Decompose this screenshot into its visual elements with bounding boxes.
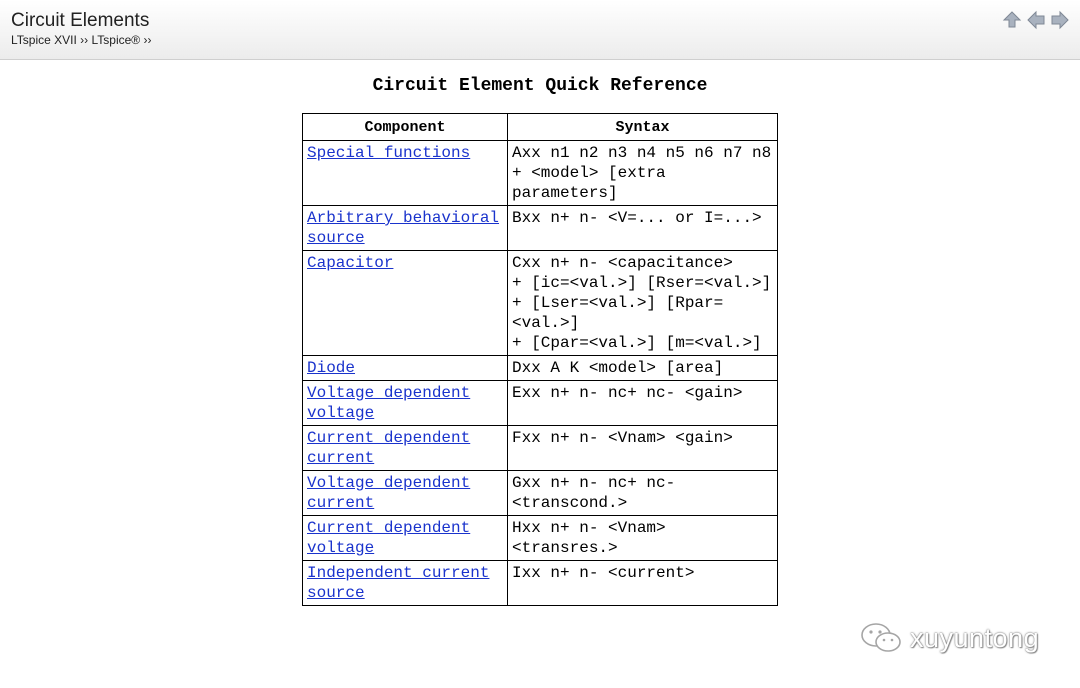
up-icon[interactable] — [1002, 10, 1022, 30]
table-row — [303, 141, 778, 206]
wechat-icon — [860, 621, 902, 655]
header-bar — [0, 0, 1080, 60]
syntax-line: Bxx n+ n- <V=... or I=...> — [512, 209, 762, 227]
column-header-component: Component — [303, 114, 508, 141]
component-cell — [303, 381, 508, 426]
syntax-cell — [508, 516, 778, 561]
syntax-line: Gxx n+ n- nc+ nc- <transcond.> — [512, 474, 685, 512]
syntax-cell — [508, 381, 778, 426]
syntax-cell — [508, 251, 778, 356]
table-row — [303, 206, 778, 251]
forward-icon[interactable] — [1050, 10, 1070, 30]
table-row — [303, 471, 778, 516]
syntax-line: Exx n+ n- nc+ nc- <gain> — [512, 384, 743, 402]
back-icon[interactable] — [1026, 10, 1046, 30]
syntax-line: + [Cpar=<val.>] [m=<val.>] — [512, 334, 762, 352]
component-link[interactable]: Voltage dependent current — [307, 474, 471, 512]
component-cell — [303, 251, 508, 356]
syntax-line: + [ic=<val.>] [Rser=<val.>] — [512, 274, 772, 292]
syntax-cell — [508, 561, 778, 606]
table-row — [303, 251, 778, 356]
syntax-line: + [Lser=<val.>] [Rpar=<val.>] — [512, 294, 724, 332]
table-row — [303, 356, 778, 381]
syntax-cell — [508, 471, 778, 516]
syntax-line: Dxx A K <model> [area] — [512, 359, 724, 377]
syntax-cell — [508, 426, 778, 471]
table-row — [303, 561, 778, 606]
component-link[interactable]: Diode — [307, 359, 356, 377]
syntax-cell — [508, 206, 778, 251]
syntax-cell — [508, 356, 778, 381]
component-link[interactable]: Arbitrary behavioral source — [307, 209, 500, 247]
component-link[interactable]: Capacitor — [307, 254, 394, 272]
reference-table — [302, 113, 778, 606]
component-cell — [303, 141, 508, 206]
watermark-text: xuyuntong — [910, 622, 1040, 653]
component-link[interactable]: Special functions — [307, 144, 471, 162]
breadcrumb-separator: ›› — [76, 33, 92, 47]
syntax-line: Ixx n+ n- <current> — [512, 564, 695, 582]
nav-buttons — [1002, 10, 1070, 30]
table-row — [303, 381, 778, 426]
breadcrumb-separator: ›› — [140, 33, 152, 47]
component-link[interactable]: Independent current source — [307, 564, 490, 602]
component-cell — [303, 561, 508, 606]
component-link[interactable]: Current dependent current — [307, 429, 471, 467]
page-heading: Circuit Element Quick Reference — [372, 76, 708, 96]
syntax-line: Fxx n+ n- <Vnam> <gain> — [512, 429, 733, 447]
syntax-line: + <model> [extra parameters] — [512, 164, 676, 202]
breadcrumb-ltspice-xvii[interactable]: LTspice XVII — [11, 33, 77, 47]
table-header-row — [303, 114, 778, 141]
watermark — [860, 618, 1039, 658]
component-link[interactable]: Current dependent voltage — [307, 519, 471, 557]
component-cell — [303, 471, 508, 516]
syntax-cell — [508, 141, 778, 206]
component-cell — [303, 426, 508, 471]
component-cell — [303, 356, 508, 381]
column-header-syntax: Syntax — [508, 114, 778, 141]
breadcrumb — [11, 33, 151, 47]
table-row — [303, 516, 778, 561]
component-link[interactable]: Voltage dependent voltage — [307, 384, 471, 422]
syntax-line: Hxx n+ n- <Vnam> <transres.> — [512, 519, 676, 557]
table-row — [303, 426, 778, 471]
page-title: Circuit Elements — [11, 10, 150, 31]
component-cell — [303, 516, 508, 561]
syntax-line: Axx n1 n2 n3 n4 n5 n6 n7 n8 — [512, 144, 772, 162]
breadcrumb-ltspice[interactable]: LTspice® — [91, 33, 141, 47]
component-cell — [303, 206, 508, 251]
syntax-line: Cxx n+ n- <capacitance> — [512, 254, 733, 272]
